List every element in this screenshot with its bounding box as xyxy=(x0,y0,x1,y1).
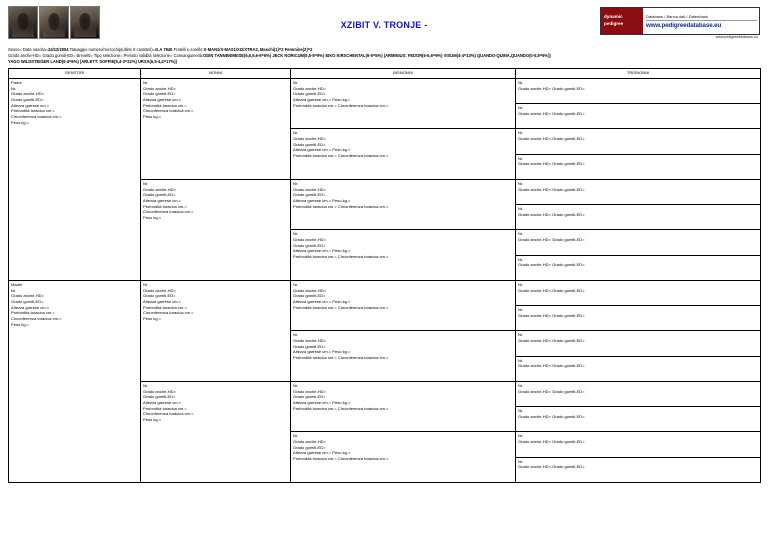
greatgrandparent-info-line: Nr. xyxy=(293,433,299,439)
greatgrandparent-info-line: Grado anche-HD= xyxy=(293,338,326,343)
logo-url[interactable]: www.pedigreedatabase.eu xyxy=(646,21,722,29)
site-logo[interactable] xyxy=(600,7,760,35)
greatgreatgrandparent-info-line: Nr. xyxy=(518,433,524,439)
greatgreatgrandparent-info xyxy=(518,358,758,369)
parent-info xyxy=(11,80,138,126)
greatgreatgrandparent-info xyxy=(518,181,758,192)
grandparent-info-line: Peso kg.= xyxy=(143,417,162,423)
page-title: XZIBIT V. TRONJE - xyxy=(340,20,428,30)
greatgrandparent-info-line: Altezza garrese cm.= Peso kg.= xyxy=(293,197,351,203)
greatgreatgrandparent-info-line: Nr. xyxy=(518,231,524,237)
parent-info-line: Grado anche-HD= xyxy=(11,91,44,97)
info-line-3: YAGO WILDSTEIGER LAND(6-4=6%) (ARLETT: SOFFIE(5,4-3=22%) URSA(6,5-4,4=17%)) xyxy=(8,58,177,64)
greatgrandparent-info-line: Altezza garrese cm.= Peso kg.= xyxy=(293,450,351,456)
greatgreatgrandparent-cell[interactable] xyxy=(516,255,761,280)
greatgrandparent-info-line: Grado anche-HD= xyxy=(293,237,326,242)
greatgrandparent-info-line: Profondità toracica cm.= Circonferenza toracica cm.= xyxy=(293,456,389,462)
table-row xyxy=(9,78,761,103)
greatgreatgrandparent-cell[interactable] xyxy=(516,407,761,432)
greatgrandparent-info-line: Nr. xyxy=(293,281,299,287)
greatgreatgrandparent-info xyxy=(518,257,758,268)
grandparent-info-line: Nr. xyxy=(143,180,149,186)
greatgreatgrandparent-info xyxy=(518,282,758,293)
greatgreatgrandparent-info xyxy=(518,307,758,318)
parent-cell[interactable] xyxy=(9,78,141,280)
grandparent-info xyxy=(143,282,288,322)
greatgreatgrandparent-info-line: Nr. xyxy=(518,382,524,388)
greatgreatgrandparent-info-line: Grado anche-HD= Grado gomiti-ED= xyxy=(518,287,585,293)
greatgreatgrandparent-info-line: Nr. xyxy=(518,332,524,338)
greatgrandparent-cell[interactable] xyxy=(291,331,516,382)
greatgrandparent-info-line: Grado anche-HD= xyxy=(293,388,326,394)
greatgreatgrandparent-info-line: Grado anche-HD= Grado gomiti-ED= xyxy=(518,413,585,419)
header-nonni: NONNI xyxy=(141,68,291,78)
info-line2-prefix: Grado anche-HD= Grado gomiti-ED= Brevetti= Tipo selezione= Periodo validità selezione= Consanguineità: xyxy=(8,52,204,58)
greatgreatgrandparent-info-line: Nr. xyxy=(518,206,524,212)
header-bisnonni: BISNONNI xyxy=(291,68,516,78)
grandparent-info-line: Profondità toracica cm.= xyxy=(143,405,187,411)
greatgreatgrandparent-info xyxy=(518,156,758,167)
greatgrandparent-info xyxy=(293,383,513,412)
greatgreatgrandparent-info-line: Nr. xyxy=(518,130,524,136)
greatgrandparent-info-line: Altezza garrese cm.= Peso kg.= xyxy=(293,399,351,405)
grandparent-info-line: Circonferenza toracica cm.= xyxy=(143,310,194,316)
parent-info-line: Grado gomiti-ED= xyxy=(11,298,44,304)
info-siblings: X-MAN1/X-MAS1/XI2/XTRA2, Maschi(1)=2 Femmine(2)=2 xyxy=(203,47,313,52)
greatgreatgrandparent-info-line: Grado anche-HD= Grado gomiti-ED= xyxy=(518,85,585,91)
greatgreatgrandparent-info-line: Nr. xyxy=(518,357,524,363)
greatgrandparent-info-line: Altezza garrese cm.= Peso kg.= xyxy=(293,147,351,153)
greatgreatgrandparent-info xyxy=(518,105,758,116)
parent-info-line: Circonferenza toracica cm.= xyxy=(11,316,62,322)
grandparent-info-line: Altezza garrese cm.= xyxy=(143,96,182,102)
logo-brand-line2: pedigree xyxy=(604,21,624,26)
greatgrandparent-info-line: Profondità toracica cm.= Circonferenza toracica cm.= xyxy=(293,153,389,159)
greatgreatgrandparent-info-line: Grado anche-HD= Grado gomiti-ED= xyxy=(518,211,585,217)
greatgrandparent-cell[interactable] xyxy=(291,432,516,483)
info-line1-mid2: Fratelli e sorelle: xyxy=(172,47,204,52)
grandparent-info-line: Nr. xyxy=(143,281,149,287)
grandparent-info-line: Grado gomiti-ED= xyxy=(143,394,176,400)
grandparent-info-line: Altezza garrese cm.= xyxy=(143,197,182,203)
greatgrandparent-info-line: Grado gomiti-ED= xyxy=(293,444,326,450)
greatgrandparent-info-line: Profondità toracica cm.= Circonferenza toracica cm.= xyxy=(293,203,389,209)
info-chip-number: G.A 7940 xyxy=(155,47,173,52)
greatgreatgrandparent-info-line: Grado anche-HD= Grado gomiti-ED= xyxy=(518,110,585,116)
greatgrandparent-info-line: Nr. xyxy=(293,130,299,136)
dog-info-block xyxy=(0,46,768,67)
greatgreatgrandparent-cell[interactable] xyxy=(516,179,761,204)
dog-photo-2 xyxy=(39,6,69,39)
grandparent-cell[interactable] xyxy=(141,280,291,381)
parent-info-line: Peso kg.= xyxy=(11,321,30,327)
grandparent-info xyxy=(143,80,288,120)
greatgrandparent-info-line: Nr. xyxy=(293,382,299,388)
greatgrandparent-info-line: Nr. xyxy=(293,332,299,338)
grandparent-info-line: Altezza garrese cm.= xyxy=(143,399,182,405)
greatgreatgrandparent-info-line: Grado anche-HD= Grado gomiti-ED= xyxy=(518,161,585,167)
parent-info-line: Profondità toracica cm.= xyxy=(11,310,55,316)
logo-brand-line1: dynamic xyxy=(604,14,623,20)
greatgreatgrandparent-cell[interactable] xyxy=(516,331,761,356)
grandparent-info-line: Circonferenza toracica cm.= xyxy=(143,209,194,215)
greatgrandparent-cell[interactable] xyxy=(291,179,516,230)
info-birthdate: 24/12/2004 xyxy=(48,47,69,52)
greatgrandparent-cell[interactable] xyxy=(291,78,516,129)
greatgreatgrandparent-info xyxy=(518,433,758,444)
parent-info-line: Profondità toracica cm.= xyxy=(11,108,55,114)
greatgreatgrandparent-info-line: Nr. xyxy=(518,281,524,287)
parent-info-line: Grado anche-HD= xyxy=(11,293,44,299)
greatgrandparent-info-line: Grado anche-HD= xyxy=(293,439,326,444)
logo-langs: Database / Banca dati / Datenbank xyxy=(646,14,757,21)
greatgrandparent-cell[interactable] xyxy=(291,381,516,432)
greatgrandparent-info-line: Nr. xyxy=(293,231,299,237)
greatgrandparent-info-line: Grado anche-HD= xyxy=(293,85,326,91)
greatgreatgrandparent-info-line: Nr. xyxy=(518,458,524,464)
info-inbreeding: ODIN TANNENMEISE(6,6,6,6-6=6%) JECK NORICUM(5,5-5=9%) EIKO KIRSCHENTAL(6-5=5%) (ARMINIUS: FEDOR(6-6,6=9%) VISUM(4-4=13%) QUANDO-QUINA,QUANDO(0-5,5=6%)) xyxy=(203,52,551,58)
greatgrandparent-info-line: Profondità toracica cm.= Circonferenza toracica cm.= xyxy=(293,304,389,310)
greatgreatgrandparent-cell[interactable] xyxy=(516,205,761,230)
greatgreatgrandparent-info xyxy=(518,80,758,91)
greatgrandparent-cell[interactable] xyxy=(291,129,516,180)
grandparent-info xyxy=(143,181,288,221)
greatgrandparent-info-line: Grado gomiti-ED= xyxy=(293,343,326,349)
greatgreatgrandparent-info-line: Nr. xyxy=(518,256,524,262)
grandparent-info-line: Circonferenza toracica cm.= xyxy=(143,411,194,417)
greatgreatgrandparent-info xyxy=(518,332,758,343)
header-trisnonni: TRISNONNI xyxy=(516,68,761,78)
greatgreatgrandparent-info-line: Nr. xyxy=(518,105,524,111)
logo-info xyxy=(643,8,759,34)
greatgrandparent-info-line: Grado anche-HD= xyxy=(293,186,326,192)
grandparent-info-line: Nr. xyxy=(143,382,149,388)
greatgreatgrandparent-info-line: Grado anche-HD= Grado gomiti-ED= xyxy=(518,464,585,470)
parent-info-line: Altezza garrese cm.= xyxy=(11,304,50,310)
grandparent-info-line: Profondità toracica cm.= xyxy=(143,203,187,209)
parent-info-line: Grado gomiti-ED= xyxy=(11,96,44,102)
logo-brand xyxy=(601,8,643,34)
parent-info-line: Nr. xyxy=(11,287,17,293)
greatgrandparent-info-line: Nr. xyxy=(293,79,299,85)
greatgreatgrandparent-info-line: Grado anche-HD= Grado gomiti-ED= xyxy=(518,312,585,318)
greatgrandparent-info-line: Altezza garrese cm.= Peso kg.= xyxy=(293,248,351,254)
grandparent-info-line: Grado anche-HD= xyxy=(143,186,176,192)
grandparent-info-line: Grado gomiti-ED= xyxy=(143,91,176,97)
greatgreatgrandparent-cell[interactable] xyxy=(516,381,761,406)
greatgreatgrandparent-info xyxy=(518,408,758,419)
greatgrandparent-info-line: Grado gomiti-ED= xyxy=(293,242,326,248)
grandparent-info-line: Peso kg.= xyxy=(143,114,162,120)
grandparent-info-line: Grado gomiti-ED= xyxy=(143,293,176,299)
greatgreatgrandparent-cell[interactable] xyxy=(516,280,761,305)
greatgreatgrandparent-info xyxy=(518,206,758,217)
greatgrandparent-info-line: Grado gomiti-ED= xyxy=(293,293,326,299)
grandparent-cell[interactable] xyxy=(141,381,291,482)
parent-info-line: Nr. xyxy=(11,85,17,91)
greatgrandparent-info xyxy=(293,433,513,462)
greatgreatgrandparent-info-line: Nr. xyxy=(518,79,524,85)
grandparent-info xyxy=(143,383,288,423)
grandparent-info-line: Profondità toracica cm.= xyxy=(143,102,187,108)
greatgreatgrandparent-cell[interactable] xyxy=(516,457,761,482)
grandparent-cell[interactable] xyxy=(141,179,291,280)
greatgreatgrandparent-info-line: Grado anche-HD= Grado gomiti-ED= xyxy=(518,186,585,192)
greatgrandparent-info-line: Altezza garrese cm.= Peso kg.= xyxy=(293,96,351,102)
greatgrandparent-info-line: Grado anche-HD= xyxy=(293,136,326,141)
greatgreatgrandparent-info-line: Nr. xyxy=(518,408,524,414)
greatgreatgrandparent-info-line: Grado anche-HD= Grado gomiti-ED= xyxy=(518,262,585,268)
parent-info-line: Padre xyxy=(11,79,22,85)
greatgreatgrandparent-info-line: Grado anche-HD= Grado gomiti-ED= xyxy=(518,338,585,343)
greatgrandparent-cell[interactable] xyxy=(291,230,516,281)
greatgreatgrandparent-info-line: Nr. xyxy=(518,307,524,313)
greatgreatgrandparent-info-line: Grado anche-HD= Grado gomiti-ED= xyxy=(518,388,585,394)
dog-photo-strip xyxy=(8,6,100,39)
greatgrandparent-cell[interactable] xyxy=(291,280,516,331)
greatgreatgrandparent-info-line: Grado anche-HD= Grado gomiti-ED= xyxy=(518,439,585,444)
greatgrandparent-info-line: Altezza garrese cm.= Peso kg.= xyxy=(293,298,351,304)
parent-info-line: Madre xyxy=(11,281,23,287)
parent-info-line: Circonferenza toracica cm.= xyxy=(11,114,62,120)
grandparent-info-line: Nr. xyxy=(143,79,149,85)
table-row xyxy=(9,280,761,305)
greatgreatgrandparent-info-line: Grado anche-HD= Grado gomiti-ED= xyxy=(518,363,585,369)
grandparent-info-line: Grado anche-HD= xyxy=(143,85,176,91)
greatgrandparent-info xyxy=(293,231,513,260)
greatgrandparent-info xyxy=(293,332,513,361)
parent-info xyxy=(11,282,138,328)
grandparent-info-line: Grado anche-HD= xyxy=(143,287,176,293)
greatgreatgrandparent-info-line: Grado anche-HD= Grado gomiti-ED= xyxy=(518,136,585,141)
greatgrandparent-info xyxy=(293,181,513,210)
greatgreatgrandparent-info xyxy=(518,383,758,394)
greatgreatgrandparent-info xyxy=(518,130,758,141)
greatgrandparent-info-line: Altezza garrese cm.= Peso kg.= xyxy=(293,349,351,355)
table-header-row xyxy=(9,68,761,78)
greatgreatgrandparent-cell[interactable] xyxy=(516,432,761,457)
greatgrandparent-info-line: Grado gomiti-ED= xyxy=(293,394,326,400)
grandparent-info-line: Grado gomiti-ED= xyxy=(143,192,176,198)
greatgreatgrandparent-info-line: Nr. xyxy=(518,180,524,186)
greatgreatgrandparent-info xyxy=(518,459,758,470)
greatgrandparent-info-line: Grado gomiti-ED= xyxy=(293,91,326,97)
greatgreatgrandparent-cell[interactable] xyxy=(516,78,761,103)
grandparent-info-line: Altezza garrese cm.= xyxy=(143,298,182,304)
greatgreatgrandparent-cell[interactable] xyxy=(516,129,761,154)
greatgrandparent-info-line: Grado gomiti-ED= xyxy=(293,141,326,147)
greatgrandparent-info-line: Profondità toracica cm.= Circonferenza toracica cm.= xyxy=(293,102,389,108)
parent-info-line: Altezza garrese cm.= xyxy=(11,102,50,108)
parent-cell[interactable] xyxy=(9,280,141,482)
greatgreatgrandparent-cell[interactable] xyxy=(516,306,761,331)
greatgreatgrandparent-cell[interactable] xyxy=(516,104,761,129)
greatgreatgrandparent-info xyxy=(518,231,758,242)
logo-subtext: www.pedigreedatabase.eu xyxy=(715,35,758,39)
dog-photo-3 xyxy=(70,6,100,39)
greatgrandparent-info xyxy=(293,130,513,159)
info-line1-prefix: Sesso= Data nascita= xyxy=(8,47,49,52)
dog-photo-1 xyxy=(8,6,38,39)
grandparent-info-line: Profondità toracica cm.= xyxy=(143,304,187,310)
grandparent-info-line: Peso kg.= xyxy=(143,215,162,221)
greatgrandparent-info-line: Profondità toracica cm.= Circonferenza toracica cm.= xyxy=(293,355,389,361)
page-header xyxy=(0,0,768,46)
header-genitori: GENITORI xyxy=(9,68,141,78)
greatgrandparent-info-line: Grado anche-HD= xyxy=(293,287,326,293)
greatgreatgrandparent-cell[interactable] xyxy=(516,154,761,179)
info-line1-mid: Tatuaggio numero/microchip(ultimi 8 caratteri)= xyxy=(68,47,156,52)
greatgreatgrandparent-cell[interactable] xyxy=(516,230,761,255)
pedigree-table xyxy=(8,68,761,483)
greatgrandparent-info-line: Grado gomiti-ED= xyxy=(293,192,326,198)
parent-info-line: Peso kg.= xyxy=(11,119,30,125)
greatgreatgrandparent-info-line: Nr. xyxy=(518,155,524,161)
greatgrandparent-info-line: Profondità toracica cm.= Circonferenza toracica cm.= xyxy=(293,254,389,260)
greatgrandparent-info-line: Nr. xyxy=(293,180,299,186)
greatgrandparent-info xyxy=(293,80,513,109)
grandparent-info-line: Peso kg.= xyxy=(143,316,162,322)
grandparent-info-line: Circonferenza toracica cm.= xyxy=(143,108,194,114)
greatgrandparent-info xyxy=(293,282,513,311)
grandparent-cell[interactable] xyxy=(141,78,291,179)
greatgreatgrandparent-info-line: Grado anche-HD= Grado gomiti-ED= xyxy=(518,237,585,242)
grandparent-info-line: Grado anche-HD= xyxy=(143,388,176,394)
greatgreatgrandparent-cell[interactable] xyxy=(516,356,761,381)
greatgrandparent-info-line: Profondità toracica cm.= Circonferenza toracica cm.= xyxy=(293,405,389,411)
